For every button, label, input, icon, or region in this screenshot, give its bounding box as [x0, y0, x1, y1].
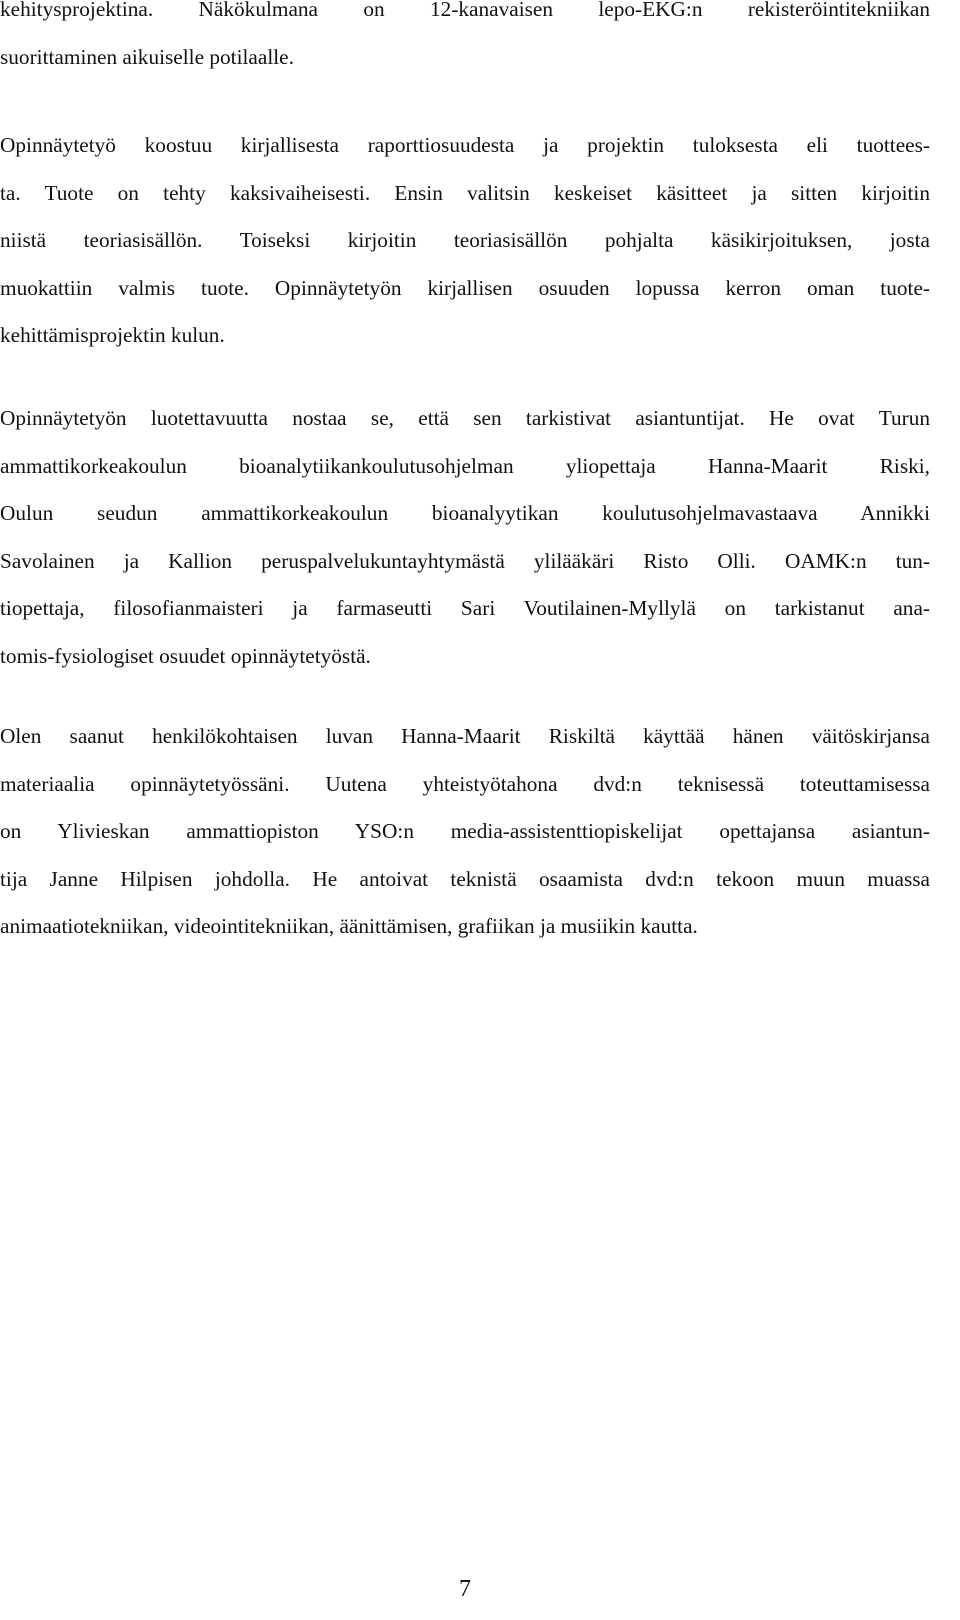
paragraph-1 [0, 0, 930, 81]
text-line: kehittämisprojektin kulun. [0, 323, 225, 348]
paragraph-3 [0, 395, 930, 681]
text-line: Oulun seudun ammattikorkeakoulun bioanalyytikan koulutusohjelmavastaava Annikki [0, 501, 930, 526]
text-line: ammattikorkeakoulun bioanalytiikankoulutusohjelman yliopettaja Hanna-Maarit Riski, [0, 453, 930, 478]
text-line: suorittaminen aikuiselle potilaalle. [0, 44, 294, 69]
text-line: Savolainen ja Kallion peruspalvelukuntayhtymästä ylilääkäri Risto Olli. OAMK:n tun- [0, 548, 930, 573]
text-line: Olen saanut henkilökohtaisen luvan Hanna-Maarit Riskiltä käyttää hänen väitöskirjansa [0, 724, 930, 748]
text-line: Opinnäytetyö koostuu kirjallisesta raporttiosuudesta ja projektin tuloksesta eli tuottees- [0, 133, 930, 157]
text-line: kehitysprojektina. Näkökulmana on 12-kanavaisen lepo-EKG:n rekisteröintitekniikan [0, 0, 930, 21]
text-line: animaatiotekniikan, videointitekniikan, äänittämisen, grafiikan ja musiikin kautta. [0, 914, 698, 939]
text-line: ta. Tuote on tehty kaksivaiheisesti. Ensin valitsin keskeiset käsitteet ja sitten kirjoitin [0, 180, 930, 205]
text-line: materiaalia opinnäytetyössäni. Uutena yhteistyötahona dvd:n teknisessä toteuttamisessa [0, 771, 930, 796]
text-line: tija Janne Hilpisen johdolla. He antoivat teknistä osaamista dvd:n tekoon muun muassa [0, 866, 930, 891]
paragraph-2 [0, 122, 930, 360]
text-line: on Ylivieskan ammattiopiston YSO:n media-assistenttiopiskelijat opettajansa asiantun- [0, 819, 930, 844]
text-line: muokattiin valmis tuote. Opinnäytetyön kirjallisen osuuden lopussa kerron oman tuote- [0, 275, 930, 300]
text-line: niistä teoriasisällön. Toiseksi kirjoitin teoriasisällön pohjalta käsikirjoituksen, josta [0, 228, 930, 253]
text-line: Opinnäytetyön luotettavuutta nostaa se, että sen tarkistivat asiantuntijat. He ovat Turun [0, 406, 930, 430]
paragraph-4 [0, 713, 930, 951]
text-line: tomis-fysiologiset osuudet opinnäytetyöstä. [0, 643, 371, 668]
text-line: tiopettaja, filosofianmaisteri ja farmaseutti Sari Voutilainen-Myllylä on tarkistanut ana- [0, 596, 930, 621]
page-number: 7 [459, 1576, 471, 1602]
